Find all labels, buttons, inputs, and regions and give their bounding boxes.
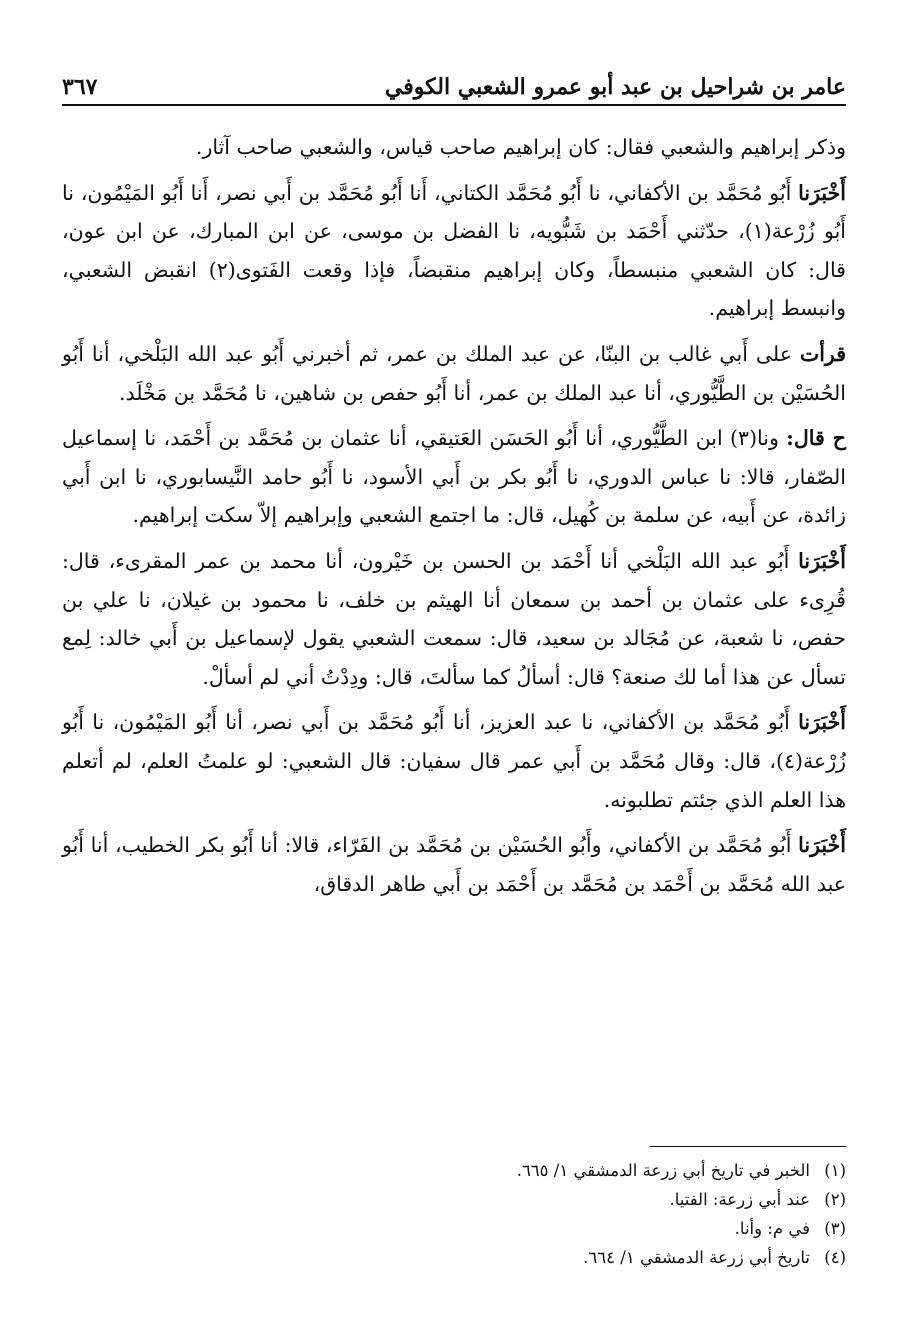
footnote-3: [300, 1214, 846, 1243]
footnote-4: [300, 1243, 846, 1272]
paragraph-text: وذكر إبراهيم والشعبي فقال: كان إبراهيم صاحب قياس، والشعبي صاحب آثار.: [195, 135, 846, 159]
footnote-number: (٢): [824, 1190, 846, 1209]
footnote-2: [300, 1185, 846, 1214]
footnote-text: عند أبي زرعة: الفتيا.: [669, 1190, 810, 1209]
footnote-text: تاريخ أبي زرعة الدمشقي ١/ ٦٦٤.: [583, 1248, 810, 1267]
paragraph-lead: ح قال:: [786, 426, 846, 451]
paragraph-text: أَبُو مُحَمَّد بن الأكفاني، نا عبد العزيز، أنا أَبُو مُحَمَّد بن أَبي نصر، أنا أَبُو المَيْمُون، نا أَبُو زُرْعة(٤)، قال: وقال مُحَمَّد بن أَبي عمر قال سفيان: قال الشعبي: لو علمتُ العلم، لم أتعلم هذا العلم الذي جئتم تطلبونه.: [62, 710, 846, 812]
paragraph-5: [62, 542, 846, 696]
footnote-number: (٣): [824, 1219, 846, 1238]
paragraph-3: [62, 335, 846, 412]
running-title: عامر بن شراحيل بن عبد أبو عمرو الشعبي الكوفي: [384, 74, 846, 100]
paragraph-lead: أَخْبَرَنا: [798, 180, 846, 205]
footnote-number: (١): [824, 1161, 846, 1180]
paragraph-lead: أَخْبَرَنا: [798, 548, 846, 573]
paragraph-6: [62, 703, 846, 819]
footnote-text: في م: وأنا.: [734, 1219, 810, 1238]
main-text: [62, 128, 846, 910]
paragraph-lead: أَخْبَرَنا: [798, 710, 846, 735]
footnote-1: [300, 1156, 846, 1185]
footnote-text: الخبر في تاريخ أبي زرعة الدمشقي ١/ ٦٦٥.: [516, 1161, 810, 1180]
paragraph-lead: قرأت: [799, 341, 846, 366]
paragraph-4: [62, 419, 846, 535]
page-number: ٣٦٧: [62, 74, 98, 100]
paragraph-text: على أَبي غالب بن البنّا، عن عبد الملك بن عمر، ثم أخبرني أَبُو عبد الله البَلْخي، أنا أَبُو الحُسَيْن بن الطَّيُّوري، أنا عبد الملك بن عمر، أنا أَبُو حفص بن شاهين، نا مُحَمَّد بن مَخْلَد.: [62, 341, 846, 405]
footnotes: [300, 1156, 846, 1272]
footnote-number: (٤): [824, 1248, 846, 1267]
footnote-divider: [650, 1146, 846, 1147]
paragraph-7: [62, 826, 846, 903]
paragraph-lead: أَخْبَرَنا: [798, 833, 846, 858]
paragraph-text: ونا(٣) ابن الطَّيُّوري، أنا أَبُو الحَسَن العَتيقي، أنا عثمان بن مُحَمَّد بن أَحْمَد، نا إسماعيل الصّفار، قالا: نا عباس الدوري، نا أَبُو بكر بن أَبي الأسود، نا أَبُو حامد النَّيسابوري، نا ابن أَبي زائدة، عن أَبيه، عن سلمة بن كُهيل، قال: ما اجتمع الشعبي وإبراهيم إلاّ سكت إبراهيم.: [62, 426, 846, 528]
paragraph-text: أَبُو عبد الله البَلْخي أنا أَحْمَد بن الحسن بن خَيْرون، أنا محمد بن عمر المقرىء، قال: قُرِىء على عثمان بن أحمد بن سمعان أنا الهيثم بن خلف، نا محمود بن غيلان، نا علي بن حفص، نا شعبة، عن مُجَالد بن سعيد، قال: سمعت الشعبي يقول لإسماعيل بن أَبي خالد: لِمع تسأل عن هذا أما لك صنعة؟ قال: أسألُ كما سألتَ، قال: ودِدْتُ أني لم أسألْ.: [62, 548, 846, 689]
page-header: [62, 56, 846, 106]
paragraph-text: أَبُو مُحَمَّد بن الأكفاني، نا أَبُو مُحَمَّد الكتاني، أَنا أَبُو مُحَمَّد بن أَبي نصر، أَنا أَبُو المَيْمُون، نا أَبُو زُرْعة(١)، حدّثني أَحْمَد بن شَبُّويه، نا الفضل بن موسى، عن ابن المبارك، عن ابن عون، قال: كان الشعبي منبسطاً، وكان إبراهيم منقبضاً، فإذا وقعت الفَتوى(٢) انقبض الشعبي، وانبسط إبراهيم.: [62, 180, 846, 321]
paragraph-2: [62, 174, 846, 328]
paragraph-1: [62, 128, 846, 167]
paragraph-text: أَبُو مُحَمَّد بن الأكفاني، وأَبُو الحُسَيْن بن مُحَمَّد بن الفَرّاء، قالا: أنا أَبُو بكر الخطيب، أنا أَبُو عبد الله مُحَمَّد بن أَحْمَد بن مُحَمَّد بن أَحْمَد بن أَبي طاهر الدقاق،: [62, 833, 846, 896]
